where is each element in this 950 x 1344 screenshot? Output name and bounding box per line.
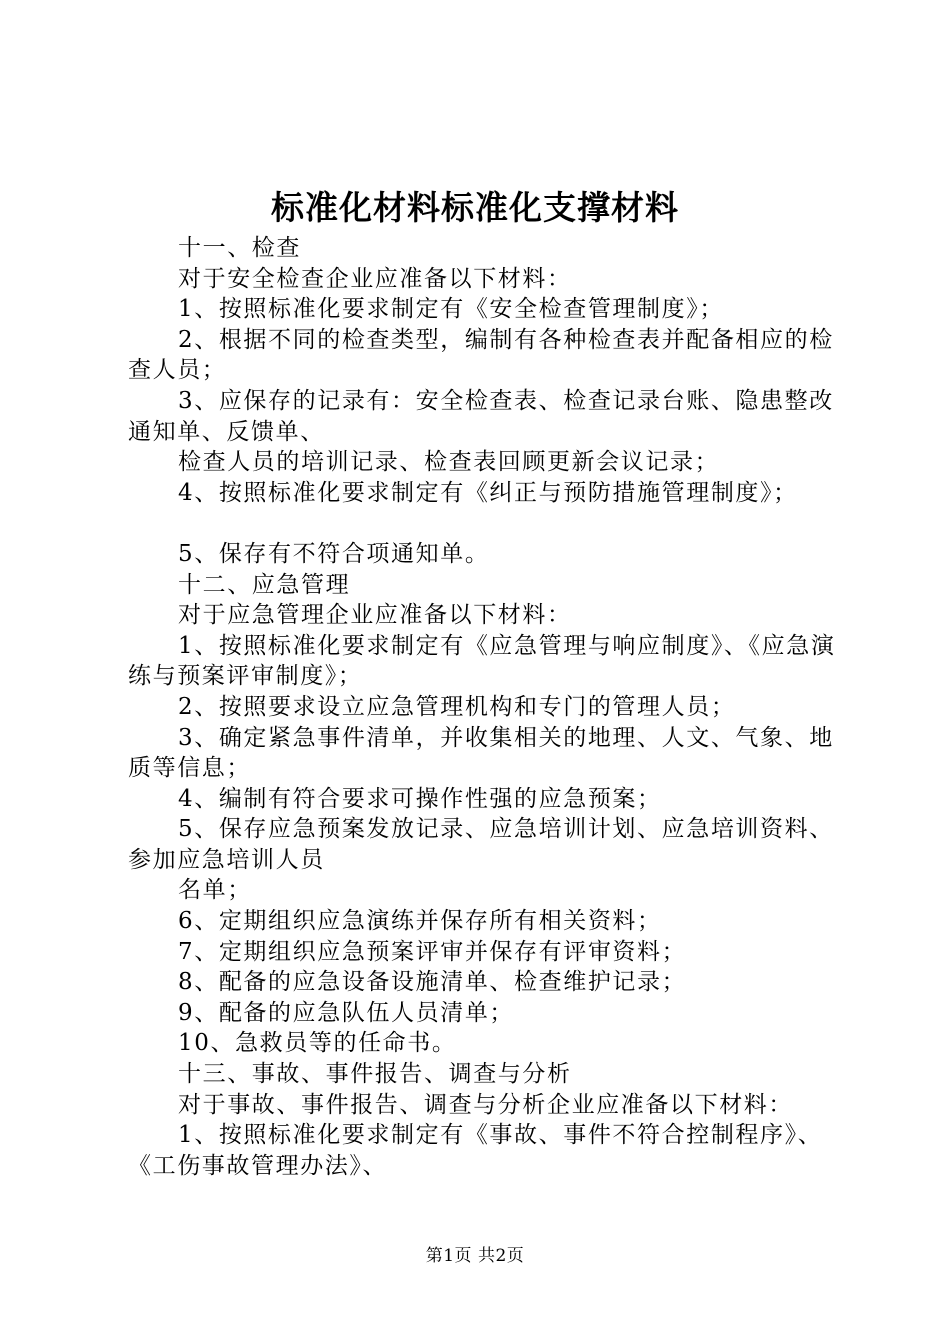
- list-item: 4、按照标准化要求制定有《纠正与预防措施管理制度》；: [178, 479, 798, 506]
- page-number-footer: 第1页 共2页: [425, 1246, 525, 1266]
- paragraph: 对于事故、事件报告、调查与分析企业应准备以下材料：: [178, 1091, 793, 1118]
- list-item: 10、急救员等的任命书。: [178, 1030, 457, 1057]
- section-heading-inspection: 十一、检查: [178, 235, 301, 261]
- list-item: 1、按照标准化要求制定有《安全检查管理制度》；: [178, 296, 724, 323]
- list-item: 6、定期组织应急演练并保存所有相关资料；: [178, 908, 662, 935]
- list-item: 8、配备的应急设备设施清单、检查维护记录；: [178, 969, 687, 996]
- list-item: 3、确定紧急事件清单，并收集相关的地理、人文、气象、地质等信息；: [128, 724, 834, 782]
- list-item: 9、配备的应急队伍人员清单；: [178, 999, 515, 1026]
- list-item: 5、保存应急预案发放记录、应急培训计划、应急培训资料、参加应急培训人员: [128, 816, 834, 873]
- section-heading-accident: 十三、事故、事件报告、调查与分析: [178, 1061, 572, 1088]
- list-item: 2、按照要求设立应急管理机构和专门的管理人员；: [178, 693, 736, 720]
- list-item: 3、应保存的记录有：安全检查表、检查记录台账、隐患整改通知单、反馈单、: [128, 387, 834, 445]
- document-body: [128, 233, 848, 1181]
- paragraph: 对于应急管理企业应准备以下材料：: [178, 602, 572, 629]
- list-item-continuation: 名单；: [178, 877, 252, 904]
- list-item: 5、保存有不符合项通知单。: [178, 540, 490, 567]
- document-title: 标准化材料标准化支撑材料: [271, 188, 679, 227]
- list-item: 1、按照标准化要求制定有《事故、事件不符合控制程序》、《工伤事故管理办法》、: [128, 1122, 823, 1179]
- blank-line: [128, 508, 848, 539]
- list-item: 7、定期组织应急预案评审并保存有评审资料；: [178, 938, 687, 965]
- list-item: 1、按照标准化要求制定有《应急管理与响应制度》、《应急演练与预案评审制度》；: [128, 632, 836, 690]
- list-item: 4、编制有符合要求可操作性强的应急预案；: [178, 785, 662, 812]
- list-item: 2、根据不同的检查类型，编制有各种检查表并配备相应的检查人员；: [128, 326, 834, 384]
- section-heading-emergency: 十二、应急管理: [178, 571, 351, 598]
- paragraph: 对于安全检查企业应准备以下材料：: [178, 265, 572, 292]
- list-item-continuation: 检查人员的培训记录、检查表回顾更新会议记录；: [178, 449, 720, 476]
